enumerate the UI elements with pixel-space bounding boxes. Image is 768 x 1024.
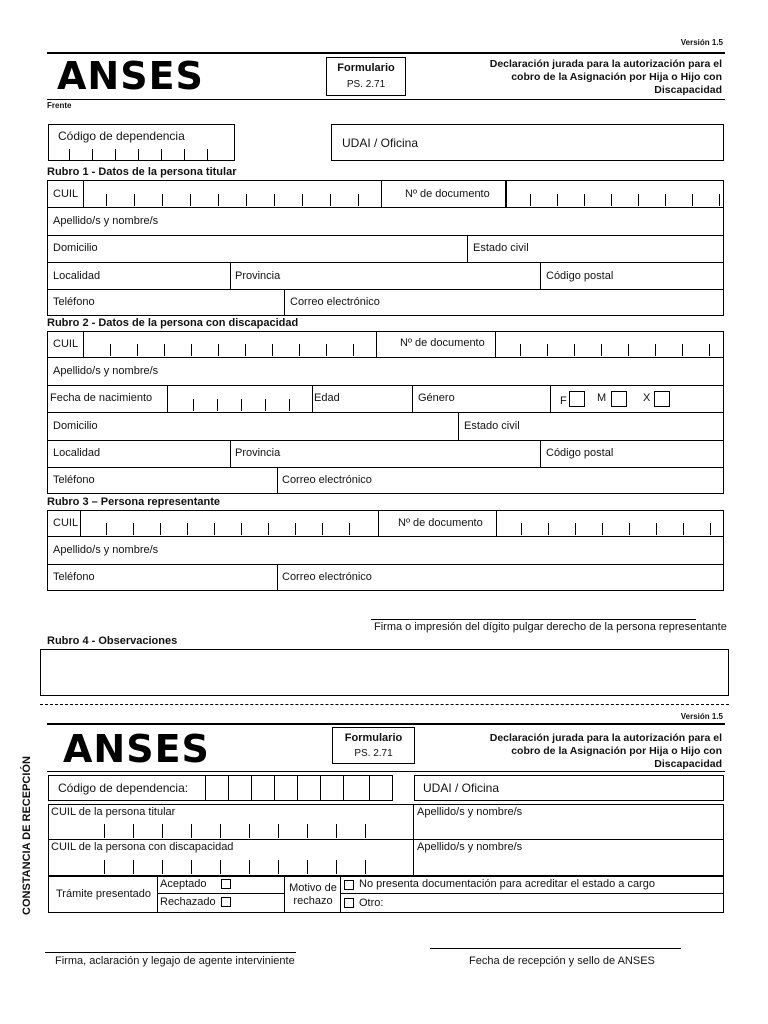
rubro1-title: Rubro 1 - Datos de la persona titular xyxy=(47,166,237,178)
bottom-header-rule xyxy=(47,723,725,725)
rubro2-row-divider xyxy=(47,357,724,358)
form-title xyxy=(440,58,722,97)
rubro2-row-divider xyxy=(47,412,724,413)
rubro3-row-divider xyxy=(47,536,724,537)
r1-correo-divider xyxy=(284,289,285,316)
r2-doc-input[interactable] xyxy=(520,344,710,356)
tramite-divider xyxy=(157,876,158,913)
r1-cuil-label: CUIL xyxy=(53,188,79,200)
bottom-form-code: PS. 2.71 xyxy=(354,748,393,759)
bottom-codigo-cell-divider xyxy=(205,776,206,800)
rubro3-title: Rubro 3 – Persona representante xyxy=(47,496,221,508)
r2-doc-label: Nº de documento xyxy=(400,337,485,349)
r1-doc-label: Nº de documento xyxy=(405,188,490,200)
r2-genero-label: Género xyxy=(418,392,455,404)
motivo-label-1: Motivo de xyxy=(289,882,337,894)
r3-doc-divider2 xyxy=(496,510,497,536)
bottom-cuil-titular-label: CUIL de la persona titular xyxy=(51,806,176,818)
codigo-dependencia-ticks xyxy=(69,149,208,161)
r1-localidad-label: Localidad xyxy=(53,270,101,282)
rubro4-title: Rubro 4 - Observaciones xyxy=(47,635,178,647)
r1-provincia-divider xyxy=(230,262,231,289)
rubro2-row-divider xyxy=(47,385,724,386)
rubro1-row-divider xyxy=(47,207,724,208)
bottom-codigo-cell-divider xyxy=(343,776,344,800)
bottom-form-title-line-2: cobro de la Asignación por Hija o Hijo con xyxy=(511,745,722,757)
aceptado-checkbox[interactable] xyxy=(221,879,231,889)
motivo-row-divider xyxy=(340,893,724,894)
r2-fecha-nac-label: Fecha de nacimiento xyxy=(50,392,153,404)
r2-codigo-postal-label: Código postal xyxy=(546,447,614,459)
bottom-codigo-cell-divider xyxy=(297,776,298,800)
otro-label: Otro: xyxy=(359,897,384,909)
anses-logo: ANSES xyxy=(57,54,204,98)
bottom-cuil-row-divider xyxy=(48,839,724,840)
frente-label: Frente xyxy=(47,101,72,110)
r1-cp-divider xyxy=(540,262,541,289)
r1-codigo-postal-label: Código postal xyxy=(546,270,614,282)
bottom-header-rule-2 xyxy=(47,771,725,772)
bottom-form-label: Formulario xyxy=(344,732,403,744)
no-presenta-checkbox[interactable] xyxy=(344,880,354,890)
aceptado-label: Aceptado xyxy=(160,878,207,890)
tramite-options-divider xyxy=(157,893,284,894)
r2-gen-m-label: M xyxy=(597,392,607,404)
bottom-apellido-titular-label: Apellido/s y nombre/s xyxy=(417,806,523,818)
header-rule-bottom xyxy=(47,99,725,100)
bottom-form-title-line-1: Declaración jurada para la autorización para el xyxy=(489,732,722,744)
form-label: Formulario xyxy=(337,62,395,74)
form-code: PS. 2.71 xyxy=(346,79,386,90)
tramite-label: Trámite presentado xyxy=(56,888,151,900)
bottom-cuil-titular-input[interactable] xyxy=(104,824,366,838)
codigo-dependencia-label: Código de dependencia xyxy=(58,129,185,143)
otro-checkbox[interactable] xyxy=(344,898,354,908)
r2-correo-divider xyxy=(277,467,278,494)
r3-doc-divider xyxy=(378,510,379,536)
r2-edad-label: Edad xyxy=(314,392,340,404)
bottom-anses-logo: ANSES xyxy=(63,727,210,771)
rubro1-row-divider xyxy=(47,289,724,290)
bottom-cuil-discapacidad-input[interactable] xyxy=(104,860,366,874)
bottom-codigo-cell-divider xyxy=(251,776,252,800)
r2-gen-x-label: X xyxy=(643,392,651,404)
bottom-codigo-dependencia-label: Código de dependencia: xyxy=(58,781,189,795)
bottom-form-title xyxy=(440,732,722,771)
r2-correo-label: Correo electrónico xyxy=(282,474,372,486)
r2-doc-divider xyxy=(376,331,377,357)
bottom-codigo-cell-divider xyxy=(228,776,229,800)
rubro2-title: Rubro 2 - Datos de la persona con discapacidad xyxy=(47,317,299,329)
r1-apellido-label: Apellido/s y nombre/s xyxy=(53,215,159,227)
bottom-cuil-discapacidad-label: CUIL de la persona con discapacidad xyxy=(51,841,234,853)
constancia-vertical-label: CONSTANCIA DE RECEPCIÓN xyxy=(21,756,33,915)
r1-domicilio-label: Domicilio xyxy=(53,242,98,254)
rubro1-row-divider xyxy=(47,262,724,263)
r2-cuil-divider xyxy=(83,331,84,357)
rechazado-label: Rechazado xyxy=(160,896,216,908)
r2-gen-f-label: F xyxy=(560,395,567,407)
observaciones-field[interactable] xyxy=(40,649,729,696)
motivo-label-2: rechazo xyxy=(293,895,333,907)
rubro2-row-divider xyxy=(47,440,724,441)
no-presenta-label: No presenta documentación para acreditar el estado a cargo xyxy=(359,878,655,890)
r3-correo-divider xyxy=(277,564,278,591)
r2-estado-divider xyxy=(458,412,459,440)
udai-oficina-field[interactable] xyxy=(331,124,724,161)
form-title-line-2: cobro de la Asignación por Hija o Hijo con xyxy=(511,71,722,83)
rubro1-row-divider xyxy=(47,235,724,236)
rechazado-checkbox[interactable] xyxy=(221,897,231,907)
bottom-codigo-cell-divider xyxy=(369,776,370,800)
r2-genero-divider xyxy=(412,385,413,412)
motivo-divider xyxy=(284,876,285,913)
rubro3-row-divider xyxy=(47,564,724,565)
codigo-dependencia-field[interactable] xyxy=(48,124,235,161)
fecha-sello-label: Fecha de recepción y sello de ANSES xyxy=(469,955,655,967)
r2-cp-divider xyxy=(540,440,541,467)
r2-fecha-input[interactable] xyxy=(193,399,290,411)
bottom-cuil-col-divider xyxy=(413,804,414,876)
r3-cuil-label: CUIL xyxy=(53,517,79,529)
bottom-form-title-line-3: Discapacidad xyxy=(654,758,722,770)
r3-correo-label: Correo electrónico xyxy=(282,571,372,583)
bottom-codigo-cell-divider xyxy=(274,776,275,800)
gender-x-checkbox[interactable] xyxy=(654,391,670,407)
bottom-version-label: Versión 1.5 xyxy=(680,712,723,721)
bottom-codigo-cell-divider xyxy=(320,776,321,800)
r2-telefono-label: Teléfono xyxy=(53,474,95,486)
bottom-apellido-discapacidad-label: Apellido/s y nombre/s xyxy=(417,841,523,853)
r1-telefono-label: Teléfono xyxy=(53,296,95,308)
motivo-options-divider xyxy=(340,876,341,913)
bottom-udai-label: UDAI / Oficina xyxy=(423,781,500,795)
rubro2-row-divider xyxy=(47,467,724,468)
r2-cuil-label: CUIL xyxy=(53,338,79,350)
r1-estado-civil-label: Estado civil xyxy=(473,242,529,254)
form-code-box xyxy=(326,57,406,96)
r3-telefono-label: Teléfono xyxy=(53,571,95,583)
bottom-codigo-dependencia-field[interactable] xyxy=(48,775,393,801)
r3-apellido-label: Apellido/s y nombre/s xyxy=(53,544,159,556)
r1-provincia-label: Provincia xyxy=(235,270,281,282)
r3-doc-input[interactable] xyxy=(521,523,711,535)
r1-estado-divider xyxy=(467,235,468,262)
r1-doc-divider xyxy=(381,180,382,207)
r1-doc-input[interactable] xyxy=(530,194,720,206)
r1-doc-divider2 xyxy=(505,180,507,207)
r1-correo-label: Correo electrónico xyxy=(290,296,380,308)
r1-cuil-input[interactable] xyxy=(106,194,359,206)
r2-provincia-divider xyxy=(230,440,231,467)
r2-localidad-label: Localidad xyxy=(53,447,101,459)
version-label: Versión 1.5 xyxy=(680,38,723,47)
r2-edad-divider xyxy=(312,385,313,412)
r2-fecha-divider xyxy=(167,385,168,412)
r3-cuil-divider xyxy=(80,510,81,536)
firma-agente-label: Firma, aclaración y legajo de agente interviniente xyxy=(55,955,295,967)
r3-cuil-input[interactable] xyxy=(106,523,350,535)
r2-doc-divider2 xyxy=(495,331,496,357)
r2-provincia-label: Provincia xyxy=(235,447,281,459)
gender-m-checkbox[interactable] xyxy=(611,391,627,407)
cut-line xyxy=(40,704,729,705)
r2-apellido-label: Apellido/s y nombre/s xyxy=(53,365,159,377)
r2-cuil-input[interactable] xyxy=(110,344,354,356)
r2-estado-civil-label: Estado civil xyxy=(464,420,520,432)
form-title-line-3: Discapacidad xyxy=(654,84,722,96)
firma-agente-line[interactable] xyxy=(45,952,296,953)
r1-cuil-divider xyxy=(83,180,84,207)
bottom-form-code-box xyxy=(332,727,415,764)
firma-representante-label: Firma o impresión del dígito pulgar derecho de la persona representante xyxy=(374,621,727,633)
r2-domicilio-label: Domicilio xyxy=(53,420,98,432)
firma-representante-line[interactable] xyxy=(371,619,696,620)
fecha-sello-line[interactable] xyxy=(430,948,681,949)
bottom-udai-field[interactable] xyxy=(414,775,724,801)
gender-f-checkbox[interactable] xyxy=(569,391,585,407)
form-title-line-1: Declaración jurada para la autorización para el xyxy=(489,58,722,70)
r2-genero-opts-divider xyxy=(550,385,551,412)
udai-oficina-label: UDAI / Oficina xyxy=(342,136,419,150)
r3-doc-label: Nº de documento xyxy=(398,517,483,529)
